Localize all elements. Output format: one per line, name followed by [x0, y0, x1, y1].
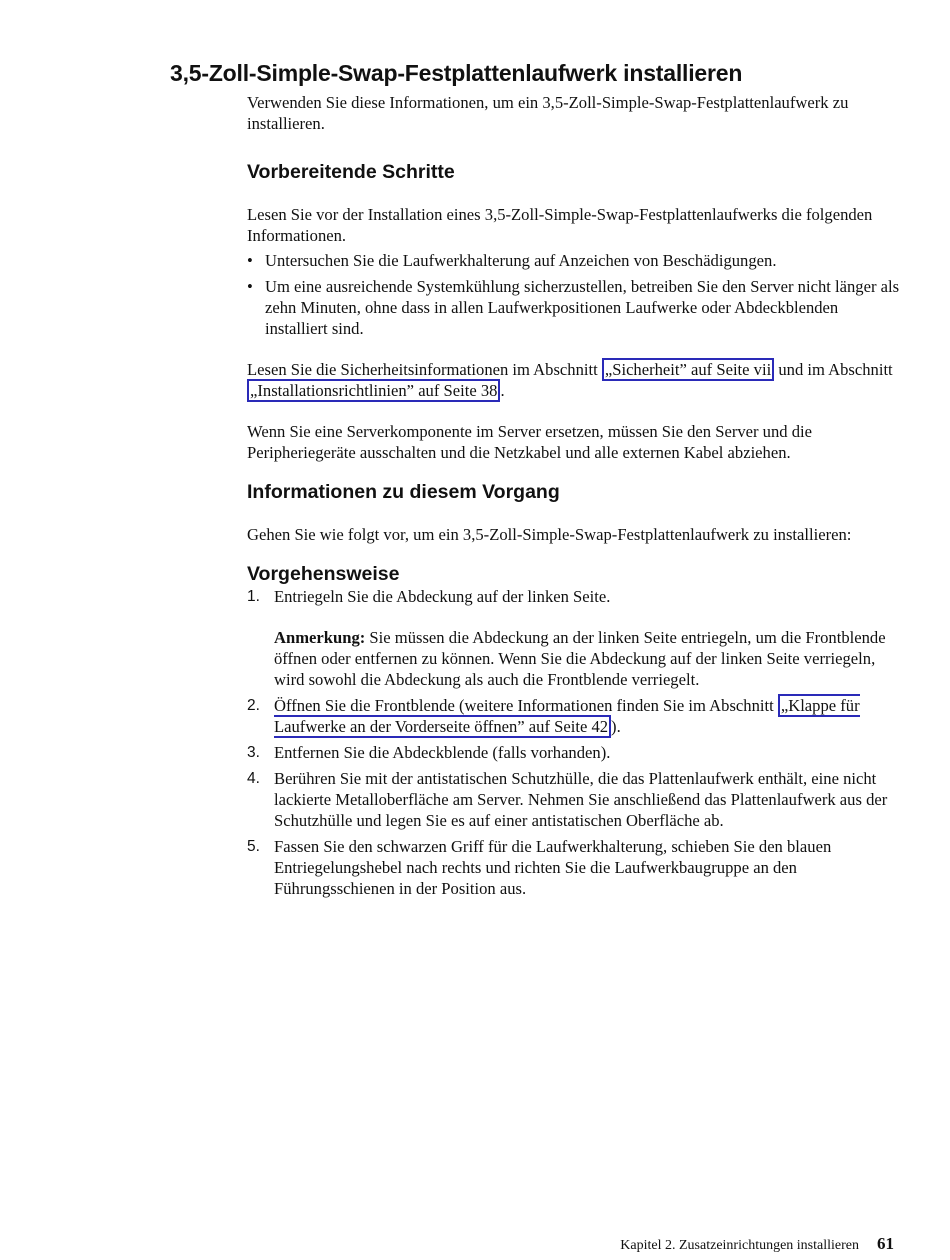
step-2: 2. Öffnen Sie die Frontblende (weitere Informationen finden Sie im Abschnitt „Klappe für Laufwerke an der Vorderseite öffnen” auf Seite 42 ). — [247, 696, 860, 736]
step-5: 5. Fassen Sie den schwarzen Griff für die Laufwerkhalterung, schieben Sie den blauen Entriegelungshebel nach rechts und richten Sie die Laufwerkbaugruppe an den Führungsschienen in der Position aus. — [247, 837, 832, 898]
page-title: 3,5-Zoll-Simple-Swap-Festplattenlaufwerk installieren — [170, 60, 743, 86]
power-note-paragraph: Wenn Sie eine Serverkomponente im Server ersetzen, müssen Sie den Server und die Peripheriegeräte ausschalten und die Netzkabel und alle externen Kabel abziehen. — [247, 422, 812, 462]
page-footer — [620, 1234, 894, 1254]
procedure-steps — [247, 586, 902, 899]
heading-procedure: Vorgehensweise — [247, 563, 400, 585]
list-item: • Untersuchen Sie die Laufwerkhalterung auf Anzeichen von Beschädigungen. — [247, 250, 902, 271]
prep-lead: Lesen Sie vor der Installation eines 3,5-Zoll-Simple-Swap-Festplattenlaufwerks die folgenden Informationen. — [247, 205, 873, 245]
heading-prep: Vorbereitende Schritte — [247, 161, 455, 183]
footer-chapter: Kapitel 2. Zusatzeinrichtungen installieren — [620, 1238, 859, 1253]
heading-info: Informationen zu diesem Vorgang — [247, 481, 560, 503]
list-item: • Um eine ausreichende Systemkühlung sicherzustellen, betreiben Sie den Server nicht länger als zehn Minuten, ohne dass in allen Laufwerkpositionen Laufwerke oder Abdeckblenden installiert sind. — [247, 276, 902, 339]
info-paragraph: Gehen Sie wie folgt vor, um ein 3,5-Zoll-Simple-Swap-Festplattenlaufwerk zu installieren: — [247, 525, 852, 544]
prep-bullet-list — [247, 250, 902, 339]
page-number: 61 — [877, 1234, 894, 1253]
note-label: Anmerkung: — [274, 628, 366, 647]
link-safety[interactable]: „Sicherheit” auf Seite vii — [602, 358, 774, 381]
link-open-front-door[interactable]: „Klappe für Laufwerke an der Vorderseite öffnen” auf Seite 42 — [274, 696, 860, 736]
safety-paragraph: Lesen Sie die Sicherheitsinformationen im Abschnitt „Sicherheit” auf Seite vii und im Abschnitt „Installationsrichtlinien” auf Seite 38 . — [247, 360, 893, 400]
step-3: 3. Entfernen Sie die Abdeckblende (falls vorhanden). — [247, 743, 611, 762]
step-4: 4. Berühren Sie mit der antistatischen Schutzhülle, die das Plattenlaufwerk enthält, eine nicht lackierte Metalloberfläche am Server. Nehmen Sie anschließend das Plattenlaufwerk aus der Schutzhülle und legen Sie es auf einer antistatischen Oberfläche ab. — [247, 769, 888, 830]
link-installation-guidelines[interactable]: „Installationsrichtlinien” auf Seite 38 — [247, 379, 500, 402]
main-content — [247, 92, 902, 904]
note: Anmerkung: Sie müssen die Abdeckung an der linken Seite entriegeln, um die Frontblende öffnen oder entfernen zu können. Wenn Sie die Abdeckung auf der linken Seite verriegeln, wird sowohl die Abdeckung als auch die Frontblende verriegelt. — [274, 628, 886, 689]
step-1: 1. Entriegeln Sie die Abdeckung auf der linken Seite. Anmerkung: Sie müssen die Abdeckung an der linken Seite entriegeln, um die Frontblende öffnen oder entfernen zu können. Wenn Sie die Abdeckung auf der linken Seite verriegeln, wird sowohl die Abdeckung als auch die Frontblende verriegelt. — [247, 586, 902, 690]
intro-paragraph: Verwenden Sie diese Informationen, um ein 3,5-Zoll-Simple-Swap-Festplattenlaufwerk zu installieren. — [247, 93, 849, 133]
